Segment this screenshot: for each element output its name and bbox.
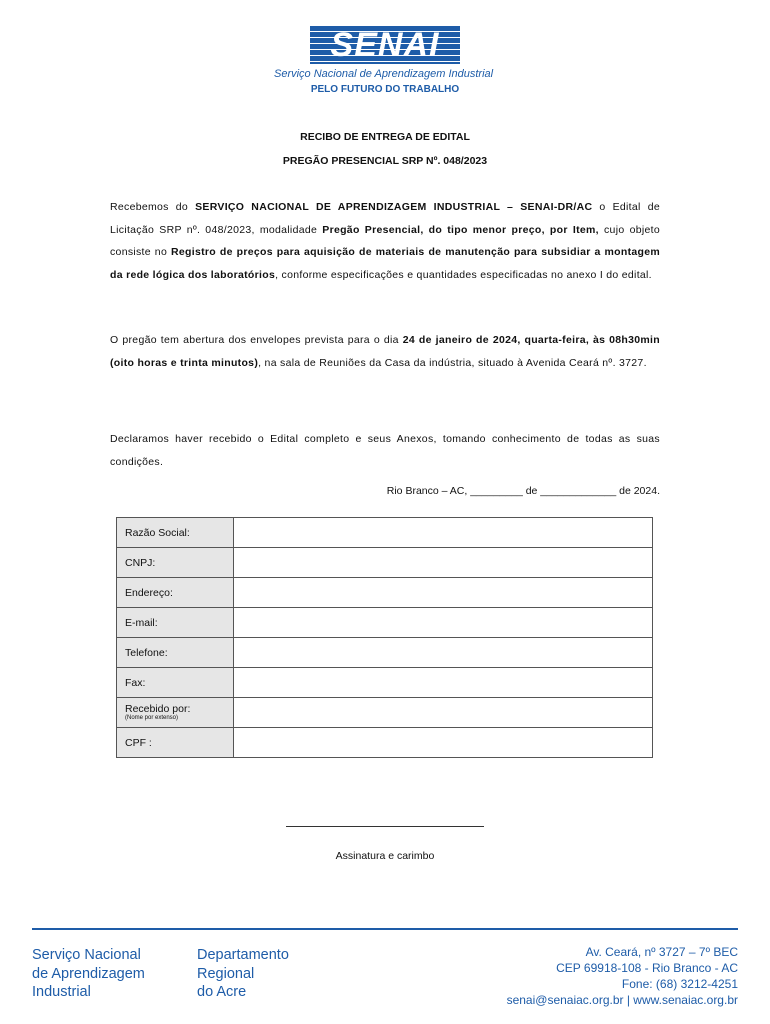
label-cpf: CPF :	[117, 728, 234, 758]
logo-wordmark: SENAI	[310, 26, 460, 64]
row-fax	[117, 668, 653, 698]
footer-contact	[507, 944, 738, 1008]
field-email[interactable]	[234, 608, 653, 638]
row-telefone	[117, 638, 653, 668]
recebido-por-text: Recebido por:	[125, 703, 191, 715]
paragraph-receipt	[110, 196, 660, 286]
row-endereco	[117, 578, 653, 608]
label-telefone: Telefone:	[117, 638, 234, 668]
footer-org-line-3: Industrial	[32, 984, 91, 1000]
footer-postal: CEP 69918-108 - Rio Branco - AC	[556, 961, 738, 975]
p1-text-3: cujo objeto consiste no	[110, 223, 660, 258]
signature-line	[286, 826, 484, 827]
field-cpf[interactable]	[234, 728, 653, 758]
logo-tagline: PELO FUTURO DO TRABALHO	[310, 84, 460, 95]
footer-address: Av. Ceará, nº 3727 – 7º BEC	[585, 945, 738, 959]
row-razao-social	[117, 518, 653, 548]
label-endereco: Endereço:	[117, 578, 234, 608]
row-email	[117, 608, 653, 638]
field-endereco[interactable]	[234, 578, 653, 608]
row-cpf	[117, 728, 653, 758]
footer-department	[197, 946, 289, 1002]
signature-label: Assinatura e carimbo	[335, 850, 435, 862]
p2-text-1: O pregão tem abertura dos envelopes prevista para o dia	[110, 334, 403, 346]
p1-bold-1: SERVIÇO NACIONAL DE APRENDIZAGEM INDUSTRIAL – SENAI-DR/AC	[195, 201, 593, 213]
row-cnpj	[117, 548, 653, 578]
footer-dept-line-2: Regional	[197, 965, 255, 982]
label-cnpj: CNPJ:	[117, 548, 234, 578]
footer-divider	[32, 928, 738, 930]
field-recebido-por[interactable]	[234, 698, 653, 728]
label-email: E-mail:	[117, 608, 234, 638]
date-line: Rio Branco – AC, _________ de _____________ de 2024.	[386, 485, 660, 497]
p1-text-1: Recebemos do	[110, 201, 196, 213]
paragraph-declaration: Declaramos haver recebido o Edital completo e seus Anexos, tomando conhecimento de todas as suas condições.	[110, 433, 660, 468]
p2-bold-1: 24 de janeiro de 2024, quarta-feira, às 08h30min (oito horas e trinta minutos)	[110, 334, 660, 369]
p2-text-2: , na sala de Reuniões da Casa da indústria, situado à Avenida Ceará nº. 3727.	[258, 356, 647, 369]
recipient-form-table	[116, 517, 653, 758]
logo-subtitle: Serviço Nacional de Aprendizagem Industrial	[274, 68, 494, 80]
p1-text-2: o Edital de Licitação SRP nº. 048/2023, modalidade	[110, 201, 660, 236]
label-fax: Fax:	[117, 668, 234, 698]
footer-phone: Fone: (68) 3212-4251	[621, 977, 738, 991]
document-title: RECIBO DE ENTREGA DE EDITAL	[300, 131, 470, 143]
p1-bold-3: Registro de preços para aquisição de materiais de manutenção para subsidiar a montagem da rede lógica dos laboratórios	[110, 246, 660, 281]
row-recebido-por	[117, 698, 653, 728]
footer-dept-line-3: do Acre	[197, 984, 247, 1000]
label-recebido-por	[117, 698, 234, 728]
p1-bold-2: Pregão Presencial, do tipo menor preço, por Item,	[322, 223, 599, 236]
footer-org-name	[32, 946, 145, 1002]
recebido-por-note: (Nome por extenso)	[125, 715, 179, 721]
field-cnpj[interactable]	[234, 548, 653, 578]
paragraph-opening	[110, 329, 660, 374]
field-telefone[interactable]	[234, 638, 653, 668]
footer-dept-line-1: Departamento	[197, 947, 289, 963]
footer-email-website[interactable]: senai@senaiac.org.br | www.senaiac.org.br	[506, 993, 738, 1007]
field-fax[interactable]	[234, 668, 653, 698]
label-razao-social: Razão Social:	[117, 518, 234, 548]
footer-org-line-2: de Aprendizagem	[32, 965, 145, 982]
p1-text-4: , conforme especificações e quantidades especificadas no anexo I do edital.	[275, 268, 652, 281]
footer-org-line-1: Serviço Nacional	[32, 947, 141, 963]
field-razao-social[interactable]	[234, 518, 653, 548]
document-subtitle: PREGÃO PRESENCIAL SRP Nº. 048/2023	[282, 155, 488, 167]
